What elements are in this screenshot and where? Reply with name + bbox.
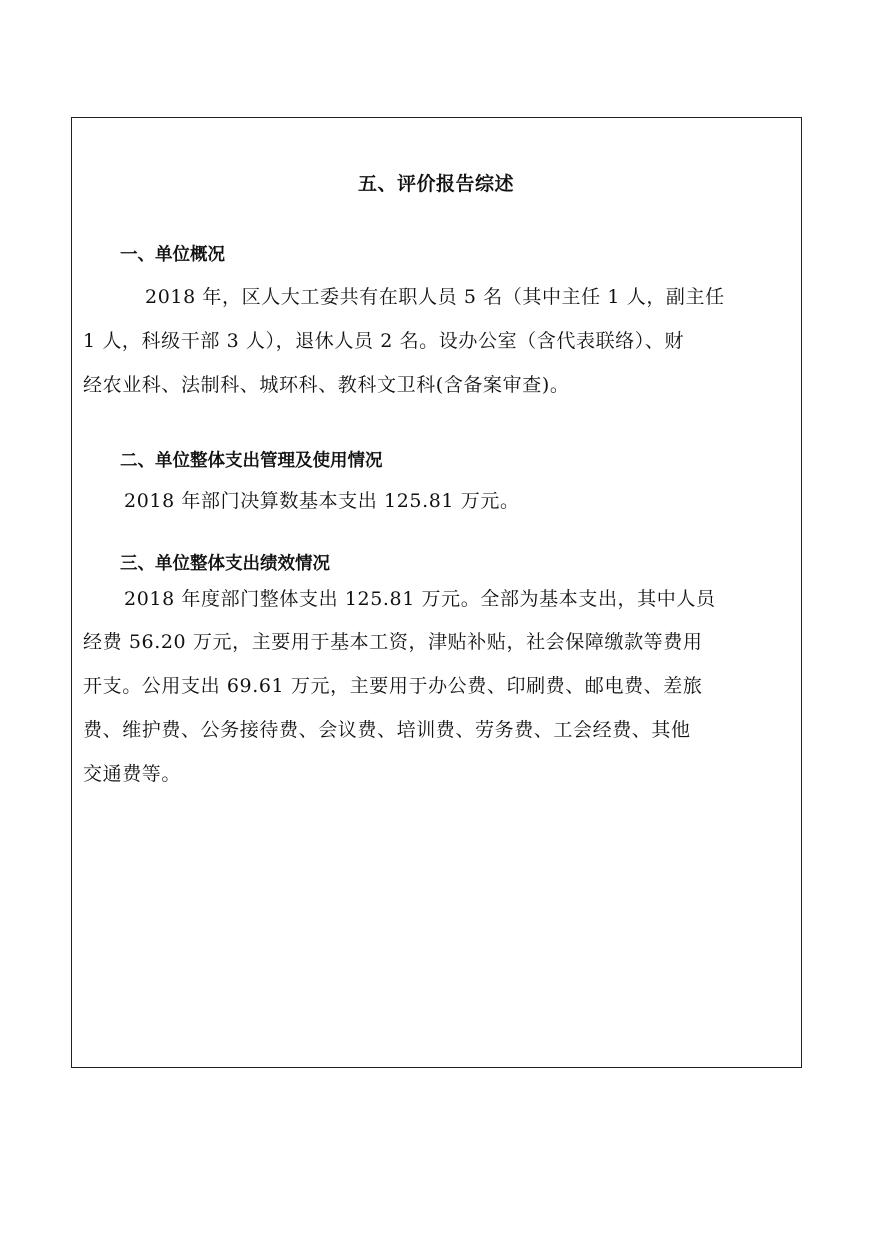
paragraph-line: 2018 年度部门整体支出 125.81 万元。全部为基本支出，其中人员 <box>124 588 716 610</box>
section-heading-overview: 一、单位概况 <box>120 245 225 265</box>
paragraph-line: 2018 年，区人大工委共有在职人员 5 名（其中主任 1 人，副主任 <box>145 286 725 308</box>
paragraph-line: 费、维护费、公务接待费、会议费、培训费、劳务费、工会经费、其他 <box>83 719 691 741</box>
section-heading-performance: 三、单位整体支出绩效情况 <box>120 554 330 574</box>
paragraph-line: 1 人，科级干部 3 人），退休人员 2 名。设办公室（含代表联络）、财 <box>83 330 685 352</box>
page-title: 五、评价报告综述 <box>357 173 514 195</box>
section-heading-expenditure-management: 二、单位整体支出管理及使用情况 <box>120 451 383 471</box>
paragraph-line: 经费 56.20 万元，主要用于基本工资，津贴补贴，社会保障缴款等费用 <box>83 631 703 653</box>
paragraph-line: 2018 年部门决算数基本支出 125.81 万元。 <box>124 490 520 512</box>
paragraph-line: 开支。公用支出 69.61 万元，主要用于办公费、印刷费、邮电费、差旅 <box>83 675 703 697</box>
paragraph-line: 经农业科、法制科、城环科、教科文卫科(含备案审查)。 <box>83 374 570 396</box>
paragraph-line: 交通费等。 <box>83 763 182 785</box>
